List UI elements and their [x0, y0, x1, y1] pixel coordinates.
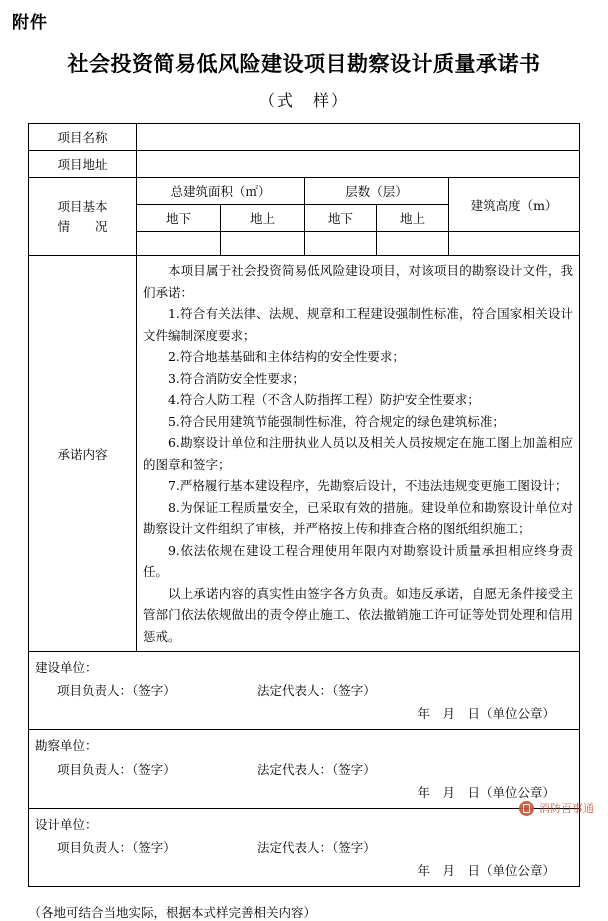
signature-block-design	[28, 808, 579, 886]
date-seal-label[interactable]: 年 月 日（单位公章）	[417, 784, 556, 800]
commitment-paragraph: 7.严格履行基本建设程序，先勘察后设计，不违法违规变更施工图设计；	[167, 478, 568, 493]
basic-info-label	[28, 178, 136, 256]
aboveground-floors-value[interactable]	[376, 232, 448, 256]
table-row-commitment	[28, 256, 579, 652]
project-name-value[interactable]	[136, 124, 579, 151]
height-value[interactable]	[448, 232, 579, 256]
floors-label: 层数（层）	[304, 178, 448, 205]
responsible-person-label[interactable]: 项目负责人：（签字）	[56, 761, 176, 777]
commitment-paragraph: 5.符合民用建筑节能强制性标准，符合规定的绿色建筑标准；	[167, 413, 505, 429]
total-area-label: 总建筑面积（㎡）	[136, 178, 304, 205]
commitment-paragraph: 6.勘察设计单位和注册执业人员以及相关人员按规定在施工图上加盖相应的图章和签字；	[142, 435, 574, 472]
watermark-label: 消防百事通	[539, 802, 594, 815]
commitment-content	[136, 256, 579, 652]
commitment-paragraph: 9.依法依规在建设工程合理使用年限内对勘察设计质量承担相应终身责任。	[142, 542, 574, 579]
date-seal-label[interactable]: 年 月 日（单位公章）	[417, 706, 556, 722]
form-note: （各地可结合当地实际，根据本式样完善相关内容）	[28, 905, 317, 921]
underground-floors-label: 地下	[304, 205, 376, 232]
commitment-paragraph: 3.符合消防安全性要求；	[167, 370, 305, 386]
commitment-paragraph: 2.符合地基基础和主体结构的安全性要求；	[167, 349, 405, 364]
attachment-label: 附件	[12, 13, 48, 33]
aboveground-area-label: 地上	[220, 205, 304, 232]
date-seal-label[interactable]: 年 月 日（单位公章）	[417, 863, 556, 878]
signature-block-survey	[28, 730, 579, 808]
table-row-project-address	[28, 151, 579, 178]
legal-representative-label[interactable]: 法定代表人：（签字）	[256, 839, 376, 855]
underground-floors-value[interactable]	[304, 232, 376, 256]
responsible-person-label[interactable]: 项目负责人：（签字）	[56, 683, 176, 699]
signature-line	[35, 679, 573, 702]
signature-block-construction	[28, 652, 579, 730]
responsible-person-label[interactable]: 项目负责人：（签字）	[56, 839, 176, 855]
height-label: 建筑高度（m）	[448, 178, 579, 232]
basic-info-label-line1: 项目基本	[57, 198, 108, 214]
page-subtitle: （式 样）	[258, 91, 349, 110]
aboveground-floors-label: 地上	[376, 205, 448, 232]
underground-area-value[interactable]	[136, 232, 220, 256]
table-row-signature-design	[28, 808, 579, 886]
project-address-label: 项目地址	[28, 151, 136, 178]
watermark	[519, 800, 594, 816]
table-row-signature-survey	[28, 730, 579, 808]
legal-representative-label[interactable]: 法定代表人：（签字）	[256, 761, 376, 777]
table-row-basic-info-headers	[28, 178, 579, 205]
unit-label: 建设单位：	[34, 660, 98, 675]
unit-label: 勘察单位：	[34, 738, 98, 754]
commitment-paragraph: 8.为保证工程质量安全，已采取有效的措施。建设单位和勘察设计单位对勘察设计文件组织了审核，并严格按上传和排查合格的图纸组织施工；	[142, 499, 574, 536]
basic-info-label-line2: 情 况	[57, 218, 108, 234]
table-row-signature-construction	[28, 652, 579, 730]
commitment-paragraph: 以上承诺内容的真实性由签字各方负责。如违反承诺，自愿无条件接受主管部门依法依规做出的责令停止施工、依法撤销施工许可证等处罚处理和信用惩戒。	[142, 585, 574, 644]
project-name-label: 项目名称	[28, 124, 136, 151]
commitment-paragraph: 4.符合人防工程（不含人防指挥工程）防护安全性要求；	[167, 392, 480, 407]
commitment-label: 承诺内容	[28, 256, 136, 652]
page-title: 社会投资简易低风险建设项目勘察设计质量承诺书	[67, 51, 541, 76]
aboveground-area-value[interactable]	[220, 232, 304, 256]
shield-badge-icon	[519, 801, 534, 816]
project-address-value[interactable]	[136, 151, 579, 178]
signature-line	[35, 758, 573, 781]
commitment-paragraph: 1.符合有关法律、法规、规章和工程建设强制性标准，符合国家相关设计文件编制深度要求；	[142, 306, 574, 343]
commitment-form-table	[28, 123, 580, 887]
signature-line	[35, 836, 573, 859]
legal-representative-label[interactable]: 法定代表人：（签字）	[256, 683, 376, 699]
table-row-project-name	[28, 124, 579, 151]
commitment-paragraph: 本项目属于社会投资简易低风险建设项目，对该项目的勘察设计文件，我们承诺：	[142, 263, 574, 300]
unit-label: 设计单位：	[34, 816, 98, 832]
underground-area-label: 地下	[136, 205, 220, 232]
